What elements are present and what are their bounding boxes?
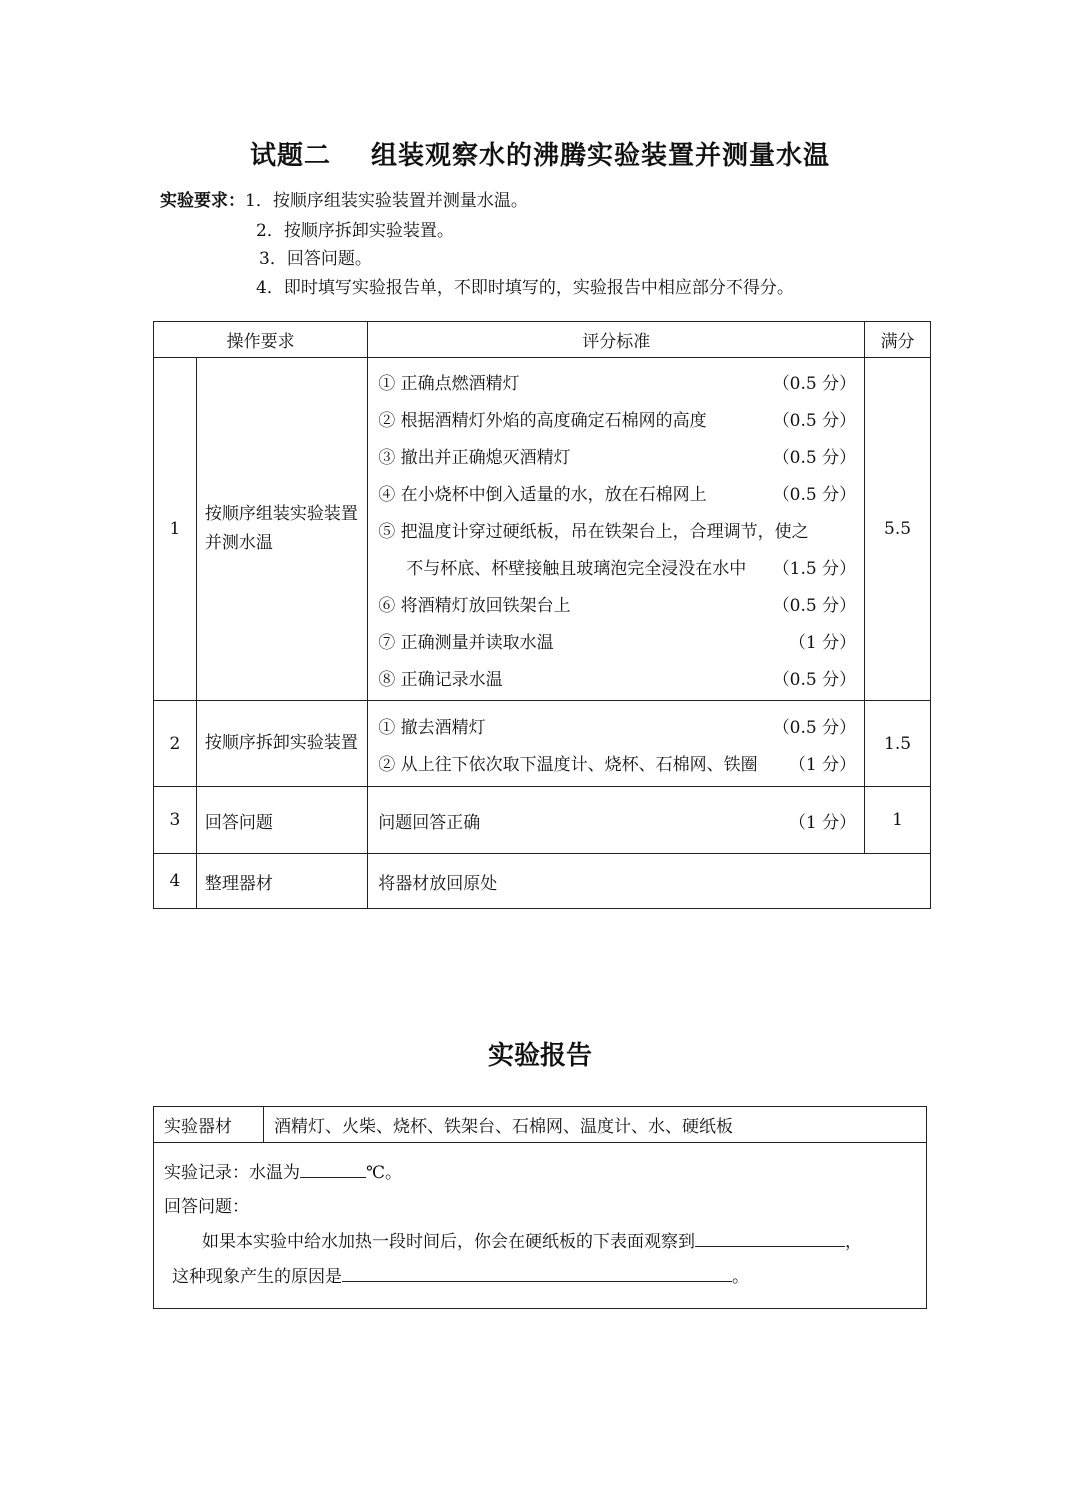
row-number: 1 [154, 358, 197, 701]
record-prefix: 实验记录：水温为 [164, 1163, 300, 1183]
criterion-score: （0.5 分） [772, 484, 857, 505]
criterion-score: （0.5 分） [772, 410, 857, 431]
row-criteria [368, 358, 865, 701]
table-row [154, 701, 931, 787]
criterion-text: 不与杯底、杯壁接触且玻璃泡完全浸没在水中 [406, 558, 747, 579]
criterion-text: 问题回答正确 [378, 812, 481, 833]
criterion-text: ⑥ 将酒精灯放回铁架台上 [378, 595, 571, 616]
criterion-text: ⑧ 正确记录水温 [378, 669, 503, 690]
header-full-score: 满分 [865, 322, 931, 358]
criterion-text: 将器材放回原处 [378, 873, 498, 894]
observation-blank[interactable] [695, 1224, 845, 1247]
row-operation: 整理器材 [196, 854, 367, 909]
criterion-text: ⑦ 正确测量并读取水温 [378, 632, 554, 653]
equipment-row [154, 1107, 927, 1143]
row-full-score: 1.5 [865, 701, 931, 787]
table-row [154, 787, 931, 854]
criterion-score: （0.5 分） [772, 595, 857, 616]
row-full-score: 5.5 [865, 358, 931, 701]
question-line-2 [164, 1259, 916, 1294]
row-operation: 按顺序拆卸实验装置 [196, 701, 367, 787]
criterion-text: ① 正确点燃酒精灯 [378, 373, 520, 394]
criterion-text: ③ 撤出并正确熄灭酒精灯 [378, 447, 571, 468]
report-table [153, 1106, 927, 1309]
row-criteria [368, 787, 865, 854]
page-title [0, 135, 1080, 172]
header-operation: 操作要求 [154, 322, 368, 358]
criterion-score: （0.5 分） [772, 669, 857, 690]
question-text: 如果本实验中给水加热一段时间后，你会在硬纸板的下表面观察到 [202, 1232, 695, 1252]
reason-blank[interactable] [342, 1259, 732, 1282]
row-full-score: 1 [865, 787, 931, 854]
equipment-list: 酒精灯、火柴、烧杯、铁架台、石棉网、温度计、水、硬纸板 [264, 1107, 927, 1143]
requirement-item: 3．回答问题。 [259, 249, 372, 269]
record-cell [154, 1143, 927, 1309]
requirements-label: 实验要求： [160, 191, 245, 211]
table-header-row [154, 322, 931, 358]
table-row [154, 358, 931, 701]
criterion-text: ② 从上往下依次取下温度计、烧杯、石棉网、铁圈 [378, 754, 758, 775]
record-row [154, 1143, 927, 1309]
question-punct: ， [845, 1232, 862, 1252]
table-row [154, 854, 931, 909]
question-line-1 [164, 1224, 916, 1259]
row-number: 2 [154, 701, 197, 787]
row-operation: 回答问题 [196, 787, 367, 854]
criterion-score: （1 分） [788, 754, 857, 775]
row-number: 4 [154, 854, 197, 909]
title-part1: 试题二 [249, 141, 331, 171]
water-temp-blank[interactable] [300, 1155, 366, 1178]
criterion-text: ① 撤去酒精灯 [378, 717, 486, 738]
header-criteria: 评分标准 [368, 322, 865, 358]
row-operation: 按顺序组装实验装置并测水温 [196, 358, 367, 701]
question-punct: 。 [732, 1267, 749, 1287]
criterion-score: （0.5 分） [772, 373, 857, 394]
scoring-table [153, 321, 931, 909]
title-part2: 组装观察水的沸腾实验装置并测量水温 [371, 141, 831, 171]
requirement-item: 4．即时填写实验报告单，不即时填写的，实验报告中相应部分不得分。 [256, 278, 794, 298]
criterion-text: ⑤ 把温度计穿过硬纸板，吊在铁架台上，合理调节，使之 [378, 521, 809, 542]
criterion-text: ④ 在小烧杯中倒入适量的水，放在石棉网上 [378, 484, 707, 505]
questions-label: 回答问题： [164, 1197, 249, 1217]
row-number: 3 [154, 787, 197, 854]
question-text: 这种现象产生的原因是 [172, 1267, 342, 1287]
row-criteria [368, 854, 931, 909]
equipment-label: 实验器材 [154, 1107, 264, 1143]
record-suffix: ℃。 [366, 1163, 403, 1183]
requirement-item: 1．按顺序组装实验装置并测量水温。 [245, 191, 528, 211]
report-title: 实验报告 [487, 1041, 592, 1071]
criterion-text: ② 根据酒精灯外焰的高度确定石棉网的高度 [378, 410, 707, 431]
criterion-score: （1 分） [788, 632, 857, 653]
requirement-item: 2．按顺序拆卸实验装置。 [256, 221, 454, 241]
record-line [164, 1155, 916, 1190]
criterion-score: （0.5 分） [772, 717, 857, 738]
row-criteria [368, 701, 865, 787]
criterion-score: （1.5 分） [772, 558, 857, 579]
criterion-score: （1 分） [788, 812, 857, 833]
requirements-line-1 [160, 186, 528, 211]
criterion-score: （0.5 分） [772, 447, 857, 468]
